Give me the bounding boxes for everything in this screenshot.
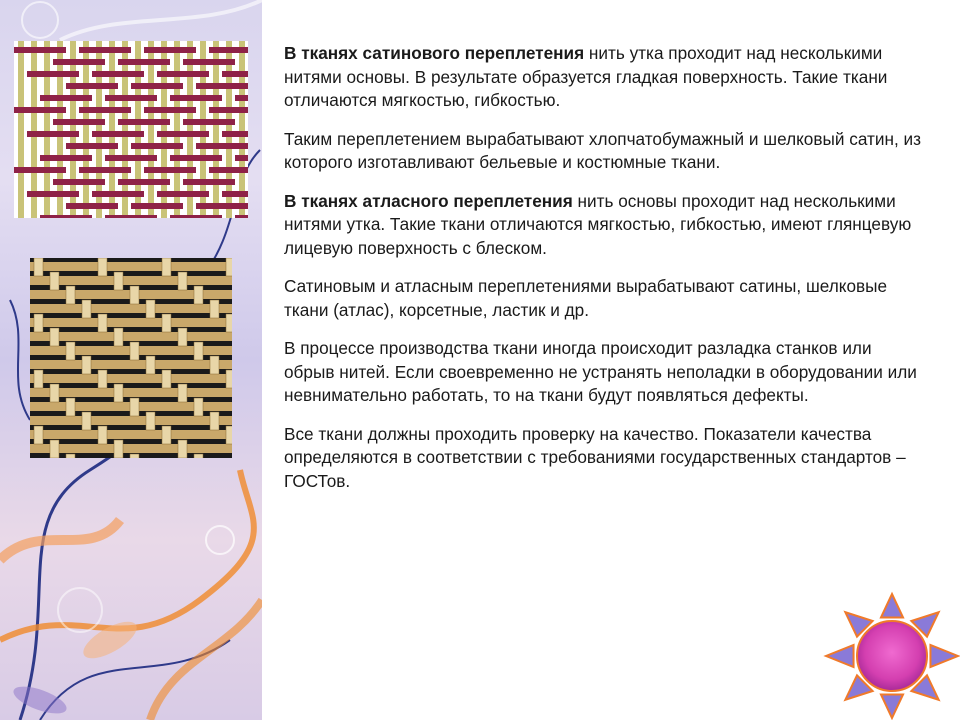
sun-ray: [930, 645, 958, 667]
decorative-sidebar: [0, 0, 262, 720]
text-content: [284, 42, 924, 508]
sun-ray: [826, 645, 854, 667]
paragraph-text: Все ткани должны проходить проверку на качество. Показатели качества определяются в соответствии с требованиями государственных стандартов – ГОСТов.: [284, 423, 906, 491]
satin-weave-image: [14, 41, 248, 218]
term-atlas-weave: В тканях атласного переплетения: [284, 190, 573, 211]
atlas-weave-image: [30, 258, 232, 458]
paragraph-text: нить утка проходит над несколькими нитями основы. В результате образуется гладкая поверхность. Такие ткани отличаются мягкостью, гибкостью.: [284, 43, 888, 110]
paragraph-text: Таким переплетением вырабатывают хлопчатобумажный и шелковый сатин, из которого изготавливают бельевые и костюмные ткани.: [284, 128, 921, 172]
paragraph-text: В процессе производства ткани иногда происходит разладка станков или обрыв нитей. Если своевременно не устранять неполадки в оборудовании или невнимательно работать, то на ткани будут появляться дефекты.: [284, 338, 917, 405]
term-satin-weave: В тканях сатинового переплетения: [284, 43, 585, 63]
sun-icon: [820, 590, 960, 720]
paragraph-text: Сатиновым и атласным переплетениями вырабатывают сатины, шелковые ткани (атлас), корсетные, ластик и др.: [284, 276, 888, 320]
paragraph-quality: [284, 423, 924, 494]
paragraph-products: [284, 275, 924, 322]
paragraph-atlas-weave: [284, 190, 924, 261]
sun-ray: [881, 694, 903, 718]
sun-ray: [881, 594, 903, 618]
paragraph-text: нить основы проходит над несколькими нитями утка. Такие ткани отличаются мягкостью, гибкостью, имеют глянцевую лицевую поверхность с блеском.: [284, 190, 912, 258]
paragraph-defects: [284, 337, 924, 408]
paragraph-satin-usage: [284, 128, 924, 175]
paragraph-satin-weave: [284, 42, 924, 113]
